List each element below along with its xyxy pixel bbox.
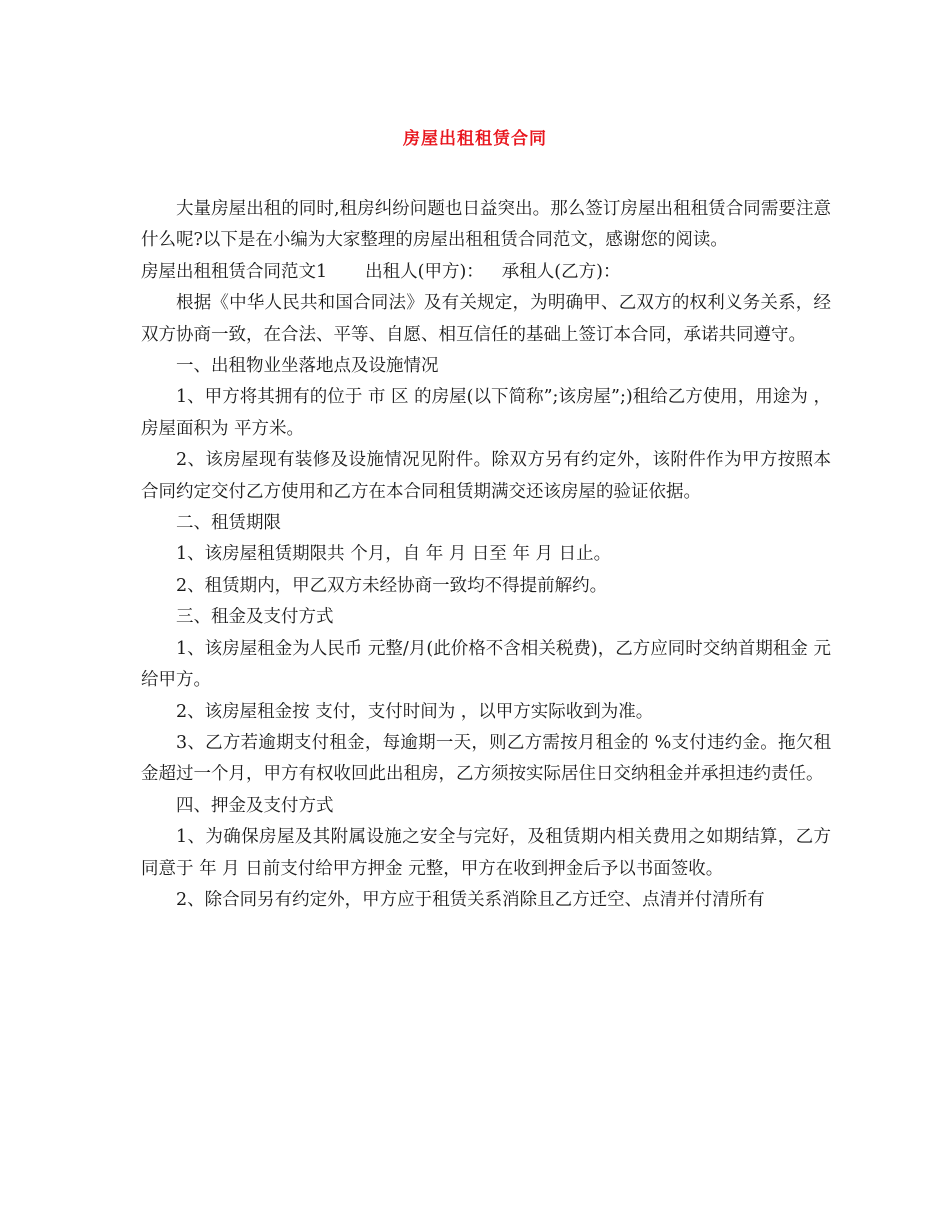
section-heading-2: 二、租赁期限 (176, 513, 281, 534)
clause-1-2: 2、该房屋现有装修及设施情况见附件。除双方另有约定外，该附件作为甲方按照本合同约定交付乙方使用和乙方在本合同租赁期满交还该房屋的验证依据。 (141, 450, 831, 502)
clause-4-2: 2、除合同另有约定外，甲方应于租赁关系消除且乙方迁空、点清并付清所有 (176, 889, 765, 910)
lessor-label: 出租人(甲方)： (365, 261, 484, 282)
lessee-label: 承租人(乙方)： (501, 261, 621, 282)
section-heading-3: 三、租金及支付方式 (176, 607, 334, 628)
clause-3-1: 1、该房屋租金为人民币 元整/月(此价格不含相关税费)，乙方应同时交纳首期租金 元给甲方。 (141, 638, 831, 691)
section-heading-4: 四、押金及支付方式 (176, 795, 334, 816)
paragraph-preamble: 根据《中华人民共和国合同法》及有关规定，为明确甲、乙双方的权利义务关系，经双方协商一致，在合法、平等、自愿、相互信任的基础上签订本合同，承诺共同遵守。 (141, 293, 831, 345)
clause-3-2: 2、该房屋租金按 支付，支付时间为 ，以甲方实际收到为准。 (176, 701, 654, 722)
document-body (141, 194, 831, 916)
intro-paragraph: 大量房屋出租的同时,租房纠纷问题也日益突出。那么签订房屋出租租赁合同需要注意什么呢?以下是在小编为大家整理的房屋出租租赁合同范文，感谢您的阅读。 (141, 199, 831, 251)
clause-1-1: 1、甲方将其拥有的位于 市 区 的房屋(以下简称”;该房屋”;)租给乙方使用，用途为 ，房屋面积为 平方米。 (141, 387, 831, 439)
section-heading-1: 一、出租物业坐落地点及设施情况 (176, 356, 439, 377)
sample-heading-line (141, 257, 831, 288)
clause-3-3: 3、乙方若逾期支付租金，每逾期一天，则乙方需按月租金的 %支付违约金。拖欠租金超过一个月，甲方有权收回此出租房，乙方须按实际居住日交纳租金并承担违约责任。 (141, 732, 831, 785)
clause-2-1: 1、该房屋租赁期限共 个月，自 年 月 日至 年 月 日止。 (176, 544, 612, 565)
clause-2-2: 2、租赁期内，甲乙双方未经协商一致均不得提前解约。 (176, 575, 608, 596)
document-title: 房屋出租租赁合同 (403, 129, 547, 149)
sample-heading-label: 房屋出租租赁合同范文1 (141, 261, 328, 282)
clause-4-1: 1、为确保房屋及其附属设施之安全与完好，及租赁期内相关费用之如期结算，乙方同意于 年 月 日前支付给甲方押金 元整，甲方在收到押金后予以书面签收。 (141, 827, 831, 879)
